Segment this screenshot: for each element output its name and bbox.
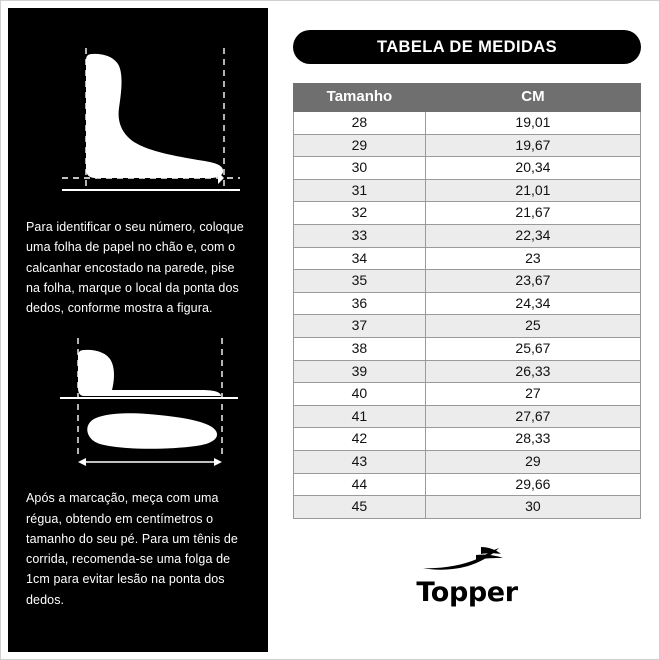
brand-block xyxy=(282,545,652,608)
cell-cm: 29 xyxy=(425,450,640,473)
table-row xyxy=(294,450,641,473)
table-row xyxy=(294,337,641,360)
table-row xyxy=(294,473,641,496)
cell-cm: 22,34 xyxy=(425,224,640,247)
cell-size: 38 xyxy=(294,337,426,360)
size-table xyxy=(293,83,641,519)
topper-swoosh-icon xyxy=(421,545,513,575)
cell-cm: 21,01 xyxy=(425,179,640,202)
cell-cm: 23 xyxy=(425,247,640,270)
table-row xyxy=(294,360,641,383)
instruction-step-2-text: Após a marcação, meça com uma régua, obtendo em centímetros o tamanho do seu pé. Para um tênis de corrida, recomenda-se uma folga de 1cm para evitar lesão na ponta dos dedos. xyxy=(26,491,238,607)
cell-cm: 28,33 xyxy=(425,428,640,451)
cell-cm: 26,33 xyxy=(425,360,640,383)
table-row xyxy=(294,270,641,293)
column-header-cm: CM xyxy=(425,84,640,112)
cell-size: 32 xyxy=(294,202,426,225)
cell-cm: 24,34 xyxy=(425,292,640,315)
cell-size: 36 xyxy=(294,292,426,315)
table-row xyxy=(294,428,641,451)
cell-cm: 27 xyxy=(425,383,640,406)
table-row xyxy=(294,292,641,315)
cell-size: 40 xyxy=(294,383,426,406)
cell-cm: 21,67 xyxy=(425,202,640,225)
cell-cm: 19,67 xyxy=(425,134,640,157)
cell-size: 31 xyxy=(294,179,426,202)
table-row xyxy=(294,224,641,247)
table-row xyxy=(294,157,641,180)
column-header-size: Tamanho xyxy=(294,84,426,112)
table-row xyxy=(294,383,641,406)
table-header-row xyxy=(294,84,641,112)
cell-size: 37 xyxy=(294,315,426,338)
cell-cm: 19,01 xyxy=(425,112,640,135)
table-row xyxy=(294,247,641,270)
cell-size: 45 xyxy=(294,496,426,519)
cell-cm: 23,67 xyxy=(425,270,640,293)
cell-size: 43 xyxy=(294,450,426,473)
instruction-step-1-text: Para identificar o seu número, coloque uma folha de papel no chão e, com o calcanhar encostado na parede, pise na folha, marque o local da ponta dos dedos, conforme mostra a figura. xyxy=(26,220,244,315)
foot-side-view-illustration xyxy=(26,28,250,203)
cell-size: 41 xyxy=(294,405,426,428)
table-row xyxy=(294,134,641,157)
brand-name: Topper xyxy=(416,577,518,608)
cell-cm: 30 xyxy=(425,496,640,519)
cell-size: 30 xyxy=(294,157,426,180)
cell-cm: 29,66 xyxy=(425,473,640,496)
table-row xyxy=(294,496,641,519)
foot-top-view-illustration xyxy=(26,332,250,472)
page-title: TABELA DE MEDIDAS xyxy=(293,30,641,64)
measurements-panel xyxy=(282,8,652,652)
cell-cm: 27,67 xyxy=(425,405,640,428)
table-body xyxy=(294,112,641,519)
cell-size: 33 xyxy=(294,224,426,247)
cell-size: 28 xyxy=(294,112,426,135)
cell-cm: 20,34 xyxy=(425,157,640,180)
cell-size: 39 xyxy=(294,360,426,383)
cell-size: 44 xyxy=(294,473,426,496)
cell-cm: 25 xyxy=(425,315,640,338)
table-row xyxy=(294,315,641,338)
table-row xyxy=(294,405,641,428)
cell-size: 42 xyxy=(294,428,426,451)
table-row xyxy=(294,179,641,202)
instructions-panel xyxy=(8,8,268,652)
cell-size: 35 xyxy=(294,270,426,293)
cell-cm: 25,67 xyxy=(425,337,640,360)
cell-size: 29 xyxy=(294,134,426,157)
table-row xyxy=(294,112,641,135)
cell-size: 34 xyxy=(294,247,426,270)
table-row xyxy=(294,202,641,225)
